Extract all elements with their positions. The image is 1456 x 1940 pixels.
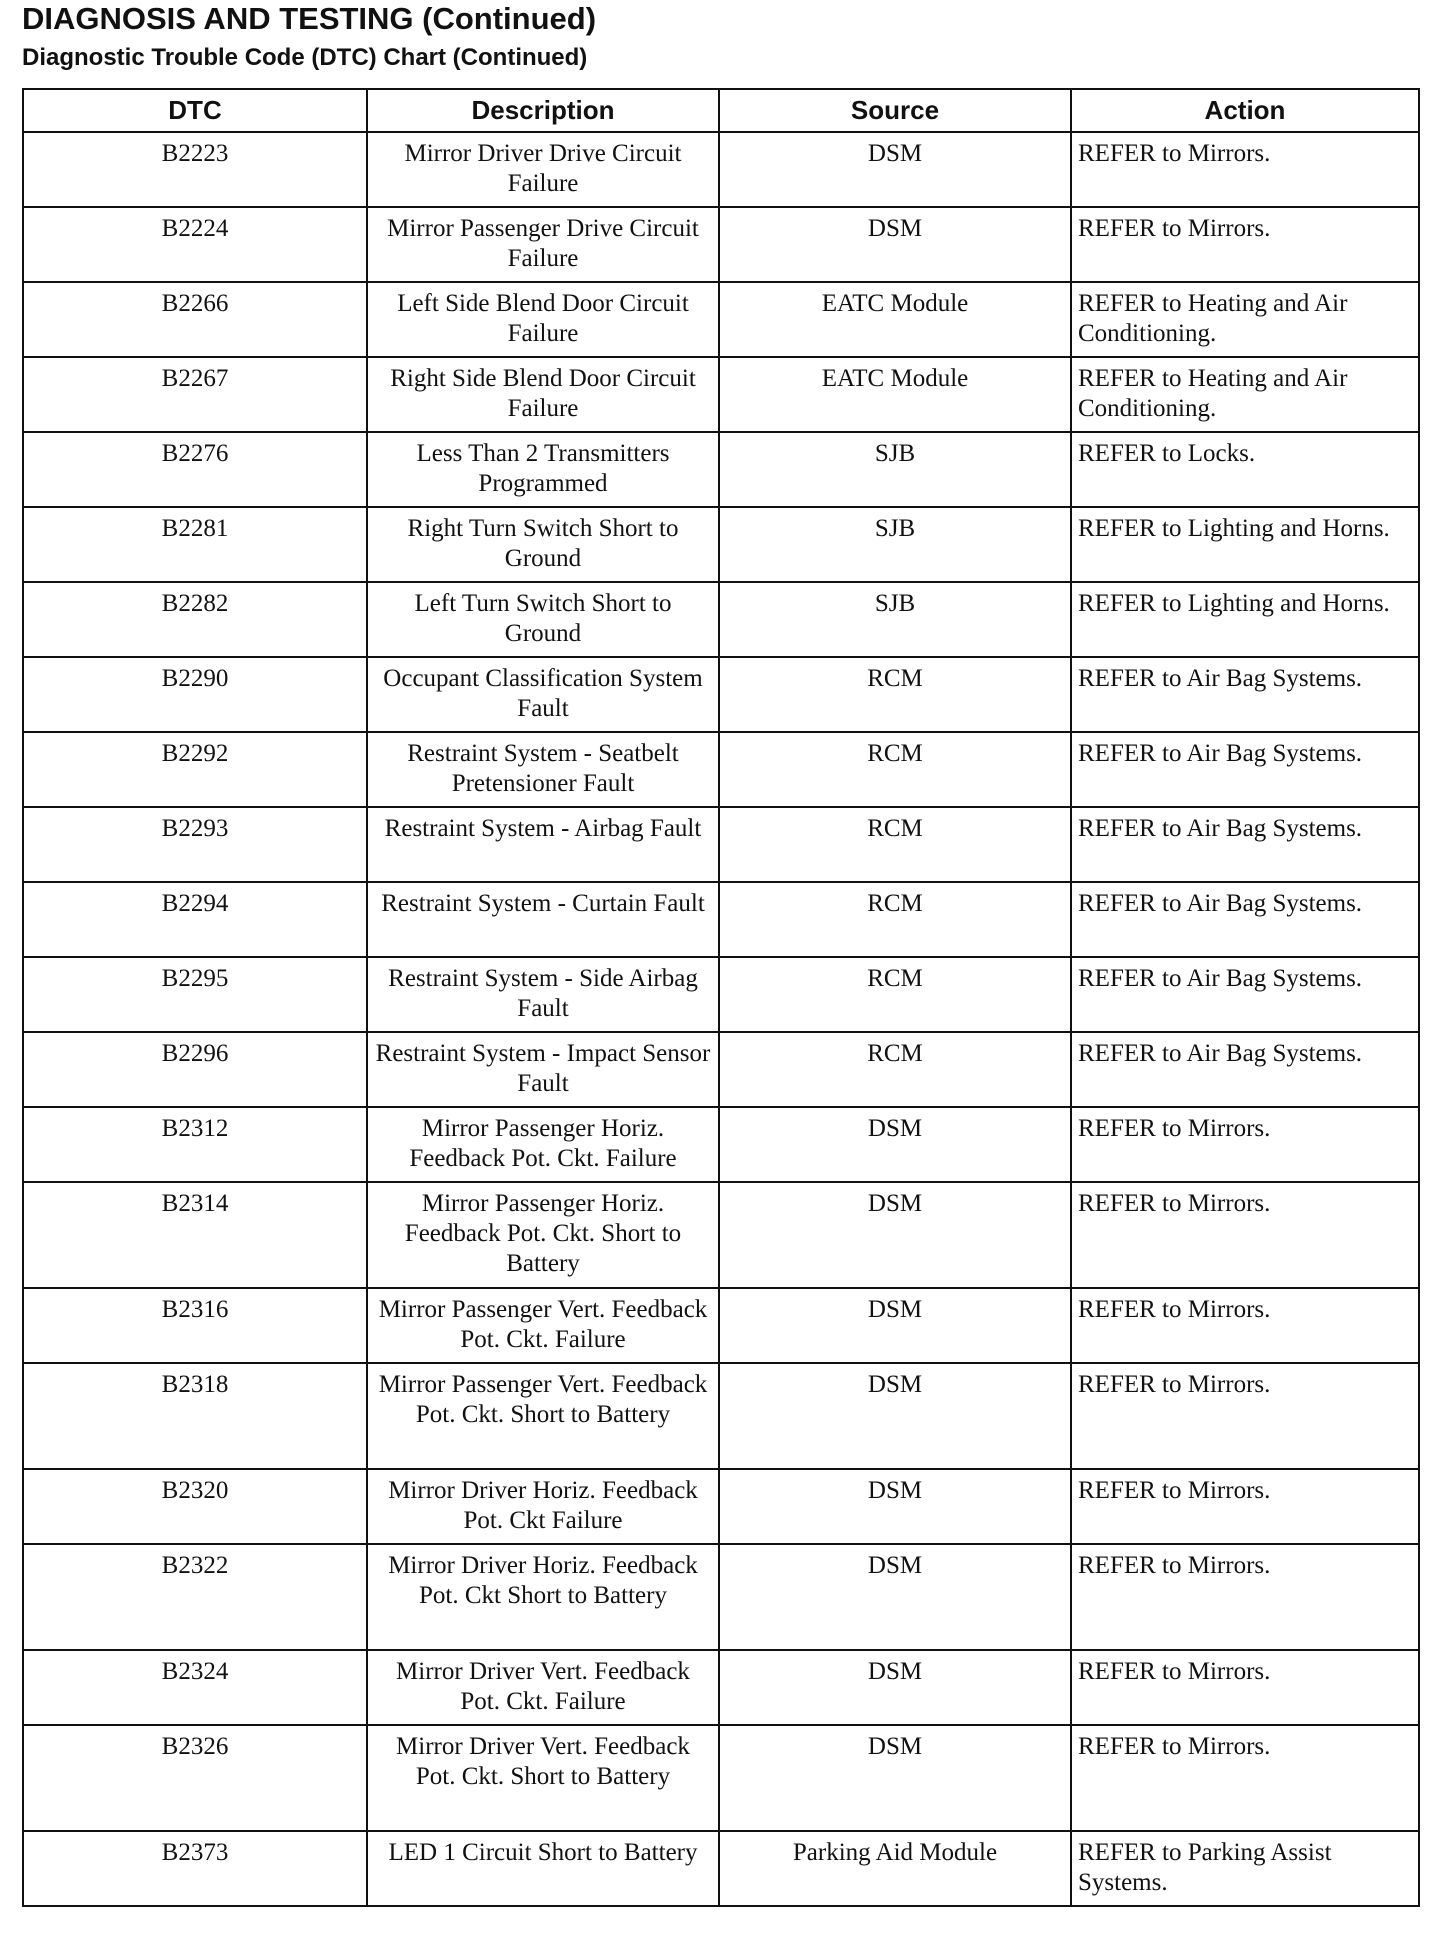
- dtc-description: Mirror Passenger Horiz. Feedback Pot. Ckt. Failure: [367, 1107, 719, 1182]
- dtc-description: Mirror Passenger Vert. Feedback Pot. Ckt. Short to Battery: [367, 1363, 719, 1469]
- dtc-source: DSM: [719, 1650, 1071, 1725]
- dtc-code: B2281: [23, 507, 367, 582]
- table-row: [23, 357, 1419, 432]
- dtc-source: DSM: [719, 1363, 1071, 1469]
- table-row: [23, 1288, 1419, 1363]
- dtc-code: B2312: [23, 1107, 367, 1182]
- dtc-source: DSM: [719, 1288, 1071, 1363]
- table-row: [23, 957, 1419, 1032]
- dtc-description: Mirror Driver Horiz. Feedback Pot. Ckt Failure: [367, 1469, 719, 1544]
- dtc-description: Less Than 2 Transmitters Programmed: [367, 432, 719, 507]
- dtc-source: SJB: [719, 582, 1071, 657]
- dtc-action: REFER to Air Bag Systems.: [1071, 957, 1419, 1032]
- dtc-description: Right Side Blend Door Circuit Failure: [367, 357, 719, 432]
- table-row: [23, 1182, 1419, 1288]
- dtc-action: REFER to Mirrors.: [1071, 1544, 1419, 1650]
- dtc-code: B2267: [23, 357, 367, 432]
- dtc-action: REFER to Parking Assist Systems.: [1071, 1831, 1419, 1906]
- dtc-code: B2294: [23, 882, 367, 957]
- table-row: [23, 807, 1419, 882]
- table-row: [23, 1469, 1419, 1544]
- dtc-source: DSM: [719, 1107, 1071, 1182]
- table-row: [23, 1032, 1419, 1107]
- table-row: [23, 1725, 1419, 1831]
- dtc-action: REFER to Mirrors.: [1071, 1650, 1419, 1725]
- dtc-action: REFER to Mirrors.: [1071, 1363, 1419, 1469]
- dtc-source: DSM: [719, 207, 1071, 282]
- dtc-description: Mirror Driver Drive Circuit Failure: [367, 132, 719, 207]
- dtc-source: DSM: [719, 132, 1071, 207]
- dtc-code: B2320: [23, 1469, 367, 1544]
- dtc-description: Left Turn Switch Short to Ground: [367, 582, 719, 657]
- dtc-source: RCM: [719, 1032, 1071, 1107]
- dtc-source: DSM: [719, 1469, 1071, 1544]
- dtc-chart-table: [22, 88, 1420, 1907]
- dtc-action: REFER to Air Bag Systems.: [1071, 657, 1419, 732]
- dtc-action: REFER to Air Bag Systems.: [1071, 1032, 1419, 1107]
- dtc-description: Occupant Classification System Fault: [367, 657, 719, 732]
- dtc-action: REFER to Heating and Air Conditioning.: [1071, 282, 1419, 357]
- dtc-action: REFER to Air Bag Systems.: [1071, 807, 1419, 882]
- dtc-source: RCM: [719, 807, 1071, 882]
- dtc-action: REFER to Mirrors.: [1071, 1288, 1419, 1363]
- dtc-description: Left Side Blend Door Circuit Failure: [367, 282, 719, 357]
- dtc-description: Mirror Passenger Vert. Feedback Pot. Ckt. Failure: [367, 1288, 719, 1363]
- dtc-source: DSM: [719, 1725, 1071, 1831]
- table-row: [23, 1831, 1419, 1906]
- dtc-code: B2295: [23, 957, 367, 1032]
- table-row: [23, 207, 1419, 282]
- dtc-code: B2296: [23, 1032, 367, 1107]
- dtc-code: B2282: [23, 582, 367, 657]
- table-row: [23, 657, 1419, 732]
- dtc-code: B2293: [23, 807, 367, 882]
- column-header-action: Action: [1071, 89, 1419, 132]
- dtc-source: SJB: [719, 507, 1071, 582]
- table-row: [23, 1650, 1419, 1725]
- dtc-action: REFER to Air Bag Systems.: [1071, 732, 1419, 807]
- chart-subtitle: Diagnostic Trouble Code (DTC) Chart (Continued): [22, 44, 588, 71]
- dtc-code: B2224: [23, 207, 367, 282]
- table-row: [23, 732, 1419, 807]
- dtc-action: REFER to Heating and Air Conditioning.: [1071, 357, 1419, 432]
- dtc-action: REFER to Mirrors.: [1071, 1725, 1419, 1831]
- dtc-code: B2276: [23, 432, 367, 507]
- dtc-action: REFER to Air Bag Systems.: [1071, 882, 1419, 957]
- table-row: [23, 132, 1419, 207]
- dtc-description: Mirror Driver Horiz. Feedback Pot. Ckt Short to Battery: [367, 1544, 719, 1650]
- dtc-source: RCM: [719, 657, 1071, 732]
- column-header-description: Description: [367, 89, 719, 132]
- dtc-description: Right Turn Switch Short to Ground: [367, 507, 719, 582]
- dtc-source: RCM: [719, 957, 1071, 1032]
- dtc-action: REFER to Mirrors.: [1071, 132, 1419, 207]
- dtc-source: DSM: [719, 1544, 1071, 1650]
- table-header-row: [23, 89, 1419, 132]
- dtc-action: REFER to Lighting and Horns.: [1071, 582, 1419, 657]
- dtc-source: SJB: [719, 432, 1071, 507]
- dtc-code: B2326: [23, 1725, 367, 1831]
- table-row: [23, 1544, 1419, 1650]
- table-row: [23, 507, 1419, 582]
- dtc-action: REFER to Locks.: [1071, 432, 1419, 507]
- dtc-code: B2324: [23, 1650, 367, 1725]
- column-header-dtc: DTC: [23, 89, 367, 132]
- table-row: [23, 1363, 1419, 1469]
- dtc-code: B2266: [23, 282, 367, 357]
- dtc-source: EATC Module: [719, 357, 1071, 432]
- dtc-source: Parking Aid Module: [719, 1831, 1071, 1906]
- dtc-code: B2290: [23, 657, 367, 732]
- dtc-code: B2322: [23, 1544, 367, 1650]
- page-title: DIAGNOSIS AND TESTING (Continued): [22, 1, 597, 36]
- dtc-description: Restraint System - Impact Sensor Fault: [367, 1032, 719, 1107]
- dtc-description: Restraint System - Curtain Fault: [367, 882, 719, 957]
- dtc-code: B2292: [23, 732, 367, 807]
- table-row: [23, 1107, 1419, 1182]
- table-row: [23, 882, 1419, 957]
- column-header-source: Source: [719, 89, 1071, 132]
- dtc-source: DSM: [719, 1182, 1071, 1288]
- dtc-action: REFER to Mirrors.: [1071, 1107, 1419, 1182]
- dtc-action: REFER to Lighting and Horns.: [1071, 507, 1419, 582]
- dtc-source: RCM: [719, 732, 1071, 807]
- dtc-description: Restraint System - Side Airbag Fault: [367, 957, 719, 1032]
- dtc-action: REFER to Mirrors.: [1071, 1469, 1419, 1544]
- dtc-action: REFER to Mirrors.: [1071, 1182, 1419, 1288]
- dtc-code: B2316: [23, 1288, 367, 1363]
- table-row: [23, 282, 1419, 357]
- dtc-description: Mirror Driver Vert. Feedback Pot. Ckt. Short to Battery: [367, 1725, 719, 1831]
- dtc-description: Restraint System - Seatbelt Pretensioner Fault: [367, 732, 719, 807]
- dtc-code: B2314: [23, 1182, 367, 1288]
- dtc-action: REFER to Mirrors.: [1071, 207, 1419, 282]
- dtc-source: EATC Module: [719, 282, 1071, 357]
- table-row: [23, 582, 1419, 657]
- dtc-source: RCM: [719, 882, 1071, 957]
- dtc-code: B2318: [23, 1363, 367, 1469]
- dtc-description: Restraint System - Airbag Fault: [367, 807, 719, 882]
- dtc-code: B2223: [23, 132, 367, 207]
- dtc-description: Mirror Driver Vert. Feedback Pot. Ckt. Failure: [367, 1650, 719, 1725]
- dtc-code: B2373: [23, 1831, 367, 1906]
- dtc-description: Mirror Passenger Horiz. Feedback Pot. Ckt. Short to Battery: [367, 1182, 719, 1288]
- table-row: [23, 432, 1419, 507]
- dtc-description: Mirror Passenger Drive Circuit Failure: [367, 207, 719, 282]
- dtc-description: LED 1 Circuit Short to Battery: [367, 1831, 719, 1906]
